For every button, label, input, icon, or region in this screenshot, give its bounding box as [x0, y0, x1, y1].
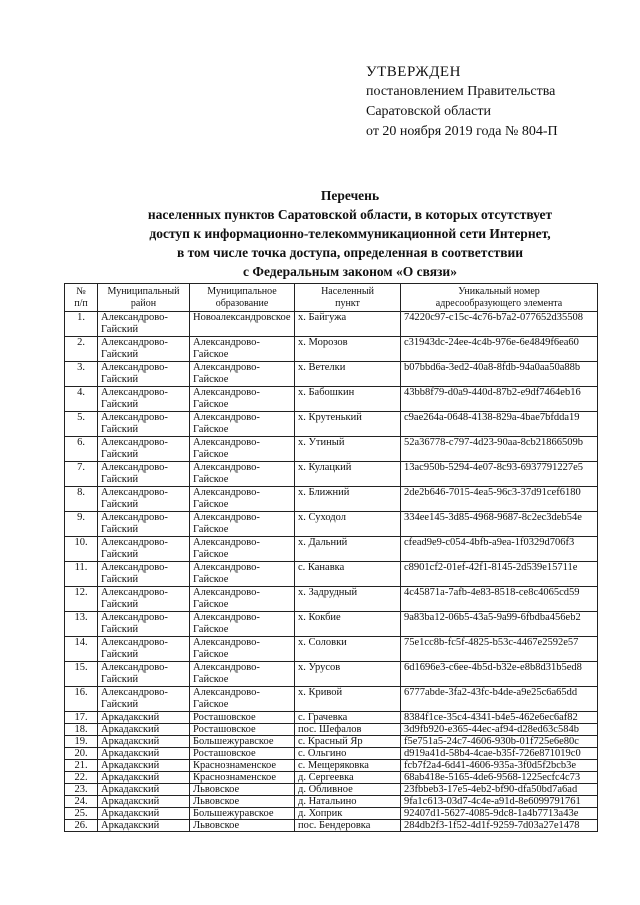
row-code: 23fbbeb3-17e5-4eb2-bf90-dfa50bd7a6ad	[401, 784, 598, 796]
header-locality: Населенный пункт	[295, 284, 401, 312]
row-locality: х. Кокбие	[295, 612, 401, 637]
row-locality: пос. Шефалов	[295, 724, 401, 736]
row-code: 13ac950b-5294-4e07-8c93-6937791227e5	[401, 462, 598, 487]
table-row	[65, 724, 598, 736]
row-number: 17.	[65, 712, 98, 724]
row-municipality: Александрово- Гайское	[190, 387, 295, 412]
row-code: 9a83ba12-06b5-43a5-9a99-6fbdba456eb2	[401, 612, 598, 637]
table-row	[65, 612, 598, 637]
row-number: 21.	[65, 760, 98, 772]
table-row	[65, 662, 598, 687]
row-code: fcb7f2a4-6d41-4606-935a-3f0d5f2bcb3e	[401, 760, 598, 772]
localities-table	[64, 283, 598, 832]
row-municipality: Александрово- Гайское	[190, 637, 295, 662]
row-locality: х. Урусов	[295, 662, 401, 687]
row-locality: х. Ближний	[295, 487, 401, 512]
row-number: 8.	[65, 487, 98, 512]
row-number: 24.	[65, 796, 98, 808]
row-municipality: Александрово- Гайское	[190, 537, 295, 562]
row-locality: х. Задрудный	[295, 587, 401, 612]
row-number: 22.	[65, 772, 98, 784]
row-locality: х. Кривой	[295, 687, 401, 712]
row-district: Александрово- Гайский	[98, 662, 190, 687]
document-title	[60, 186, 640, 281]
header-code: Уникальный номер адресообразующего элемента	[401, 284, 598, 312]
row-code: 68ab418e-5165-4de6-9568-1225ecfc4c73	[401, 772, 598, 784]
row-municipality: Александрово- Гайское	[190, 687, 295, 712]
table-row	[65, 387, 598, 412]
row-locality: х. Бабошкин	[295, 387, 401, 412]
table-row	[65, 312, 598, 337]
row-number: 3.	[65, 362, 98, 387]
row-municipality: Краснознаменское	[190, 772, 295, 784]
row-municipality: Александрово- Гайское	[190, 662, 295, 687]
row-municipality: Большежуравское	[190, 808, 295, 820]
row-municipality: Львовское	[190, 820, 295, 832]
row-code: 2de2b646-7015-4ea5-96c3-37d91cef6180	[401, 487, 598, 512]
row-number: 18.	[65, 724, 98, 736]
row-locality: х. Суходол	[295, 512, 401, 537]
row-district: Александрово- Гайский	[98, 387, 190, 412]
table-body	[65, 312, 598, 832]
row-locality: с. Канавка	[295, 562, 401, 587]
row-locality: пос. Бендеровка	[295, 820, 401, 832]
row-municipality: Александрово- Гайское	[190, 437, 295, 462]
title-line-4: в том числе точка доступа, определенная в соответствии	[176, 245, 524, 260]
row-municipality: Александрово- Гайское	[190, 462, 295, 487]
row-number: 2.	[65, 337, 98, 362]
row-code: 284db2f3-1f52-4d1f-9259-7d03a27e1478	[401, 820, 598, 832]
approval-stamp	[366, 62, 626, 142]
row-locality: х. Крутенький	[295, 412, 401, 437]
row-code: cfead9e9-c054-4bfb-a9ea-1f0329d706f3	[401, 537, 598, 562]
row-code: f5e751a5-24c7-4606-930b-01f725e6e80c	[401, 736, 598, 748]
row-number: 7.	[65, 462, 98, 487]
row-number: 11.	[65, 562, 98, 587]
row-municipality: Львовское	[190, 784, 295, 796]
table-row	[65, 784, 598, 796]
row-locality: с. Мещеряковка	[295, 760, 401, 772]
row-code: c9ae264a-0648-4138-829a-4bae7bfdda19	[401, 412, 598, 437]
row-municipality: Росташовское	[190, 724, 295, 736]
row-district: Аркадакский	[98, 748, 190, 760]
row-locality: с. Красный Яр	[295, 736, 401, 748]
row-municipality: Росташовское	[190, 712, 295, 724]
row-locality: х. Утиный	[295, 437, 401, 462]
row-district: Александрово- Гайский	[98, 637, 190, 662]
row-number: 20.	[65, 748, 98, 760]
row-number: 14.	[65, 637, 98, 662]
row-municipality: Александрово- Гайское	[190, 487, 295, 512]
approval-heading: УТВЕРЖДЕН	[366, 64, 461, 80]
row-locality: х. Байгужа	[295, 312, 401, 337]
title-line-3: доступ к информационно-телекоммуникационной сети Интернет,	[149, 226, 551, 241]
row-district: Александрово- Гайский	[98, 462, 190, 487]
row-municipality: Александрово- Гайское	[190, 337, 295, 362]
approval-line-2: Саратовской области	[366, 104, 491, 119]
row-locality: х. Ветелки	[295, 362, 401, 387]
row-number: 19.	[65, 736, 98, 748]
row-district: Александрово- Гайский	[98, 687, 190, 712]
row-number: 1.	[65, 312, 98, 337]
row-district: Аркадакский	[98, 772, 190, 784]
row-locality: х. Морозов	[295, 337, 401, 362]
row-code: 92407d1-5627-4085-9dc8-1a4b7713a43e	[401, 808, 598, 820]
table-row	[65, 712, 598, 724]
row-district: Аркадакский	[98, 760, 190, 772]
row-district: Аркадакский	[98, 724, 190, 736]
title-line-1: Перечень	[320, 188, 380, 203]
row-locality: с. Ольгино	[295, 748, 401, 760]
row-locality: д. Обливное	[295, 784, 401, 796]
row-district: Александрово- Гайский	[98, 412, 190, 437]
row-number: 5.	[65, 412, 98, 437]
row-code: 74220c97-c15c-4c76-b7a2-077652d35508	[401, 312, 598, 337]
table-row	[65, 562, 598, 587]
row-number: 10.	[65, 537, 98, 562]
title-line-2: населенных пунктов Саратовской области, в которых отсутствует	[147, 207, 553, 222]
row-locality: д. Натальино	[295, 796, 401, 808]
row-code: 3d9fb920-e365-44ec-af94-d28ed63c584b	[401, 724, 598, 736]
row-municipality: Большежуравское	[190, 736, 295, 748]
table-row	[65, 687, 598, 712]
table-row	[65, 760, 598, 772]
table-header-row	[65, 284, 598, 312]
table-row	[65, 412, 598, 437]
row-number: 26.	[65, 820, 98, 832]
row-code: 75e1cc8b-fc5f-4825-b53c-4467e2592e57	[401, 637, 598, 662]
row-number: 23.	[65, 784, 98, 796]
row-code: c31943dc-24ee-4c4b-976e-6e4849f6ea60	[401, 337, 598, 362]
table-row	[65, 748, 598, 760]
row-district: Александрово- Гайский	[98, 312, 190, 337]
row-district: Александрово- Гайский	[98, 362, 190, 387]
approval-line-1: постановлением Правительства	[366, 84, 556, 99]
row-code: c8901cf2-01ef-42f1-8145-2d539e15711e	[401, 562, 598, 587]
row-municipality: Краснознаменское	[190, 760, 295, 772]
row-district: Александрово- Гайский	[98, 512, 190, 537]
row-number: 6.	[65, 437, 98, 462]
row-district: Александрово- Гайский	[98, 487, 190, 512]
row-code: 9fa1c613-03d7-4c4e-a91d-8e6099791761	[401, 796, 598, 808]
row-municipality: Новоалександровское	[190, 312, 295, 337]
row-municipality: Львовское	[190, 796, 295, 808]
table-row	[65, 637, 598, 662]
row-municipality: Росташовское	[190, 748, 295, 760]
table-row	[65, 587, 598, 612]
row-municipality: Александрово- Гайское	[190, 612, 295, 637]
row-district: Аркадакский	[98, 712, 190, 724]
row-locality: х. Дальний	[295, 537, 401, 562]
table-row	[65, 437, 598, 462]
table-row	[65, 796, 598, 808]
row-district: Александрово- Гайский	[98, 612, 190, 637]
row-locality: д. Хоприк	[295, 808, 401, 820]
header-district: Муниципальный район	[98, 284, 190, 312]
row-municipality: Александрово- Гайское	[190, 512, 295, 537]
table-row	[65, 487, 598, 512]
row-district: Александрово- Гайский	[98, 587, 190, 612]
table-row	[65, 736, 598, 748]
table-row	[65, 462, 598, 487]
row-locality: х. Соловки	[295, 637, 401, 662]
row-district: Александрово- Гайский	[98, 537, 190, 562]
row-district: Александрово- Гайский	[98, 562, 190, 587]
approval-line-3: от 20 ноября 2019 года № 804-П	[366, 124, 558, 139]
table-row	[65, 772, 598, 784]
row-district: Аркадакский	[98, 784, 190, 796]
row-district: Аркадакский	[98, 808, 190, 820]
row-municipality: Александрово- Гайское	[190, 412, 295, 437]
row-district: Аркадакский	[98, 820, 190, 832]
row-code: b07bbd6a-3ed2-40a8-8fdb-94a0aa50a88b	[401, 362, 598, 387]
row-code: 43bb8f79-d0a9-440d-87b2-e9df7464eb16	[401, 387, 598, 412]
row-number: 25.	[65, 808, 98, 820]
row-number: 4.	[65, 387, 98, 412]
row-municipality: Александрово- Гайское	[190, 587, 295, 612]
table-row	[65, 537, 598, 562]
header-municipality: Муниципальное образование	[190, 284, 295, 312]
row-number: 12.	[65, 587, 98, 612]
row-code: d919a41d-58b4-4cae-b35f-726e871019c0	[401, 748, 598, 760]
row-district: Александрово- Гайский	[98, 337, 190, 362]
row-district: Александрово- Гайский	[98, 437, 190, 462]
row-number: 16.	[65, 687, 98, 712]
row-number: 9.	[65, 512, 98, 537]
row-locality: с. Грачевка	[295, 712, 401, 724]
row-municipality: Александрово- Гайское	[190, 362, 295, 387]
row-code: 8384f1ce-35c4-4341-b4e5-462e6ec6af82	[401, 712, 598, 724]
row-code: 52a36778-c797-4d23-90aa-8cb21866509b	[401, 437, 598, 462]
title-line-5: с Федеральным законом «О связи»	[243, 264, 457, 279]
row-code: 6d1696e3-c6ee-4b5d-b32e-e8b8d31b5ed8	[401, 662, 598, 687]
header-number: № п/п	[65, 284, 98, 312]
row-code: 334ee145-3d85-4968-9687-8c2ec3deb54e	[401, 512, 598, 537]
row-code: 4c45871a-7afb-4e83-8518-ce8c4065cd59	[401, 587, 598, 612]
row-district: Аркадакский	[98, 736, 190, 748]
table-row	[65, 820, 598, 832]
row-locality: х. Кулацкий	[295, 462, 401, 487]
row-code: 6777abde-3fa2-43fc-b4de-a9e25c6a65dd	[401, 687, 598, 712]
table-row	[65, 362, 598, 387]
row-number: 13.	[65, 612, 98, 637]
table-row	[65, 808, 598, 820]
row-locality: д. Сергеевка	[295, 772, 401, 784]
table-row	[65, 337, 598, 362]
row-number: 15.	[65, 662, 98, 687]
row-municipality: Александрово- Гайское	[190, 562, 295, 587]
table-row	[65, 512, 598, 537]
row-district: Аркадакский	[98, 796, 190, 808]
